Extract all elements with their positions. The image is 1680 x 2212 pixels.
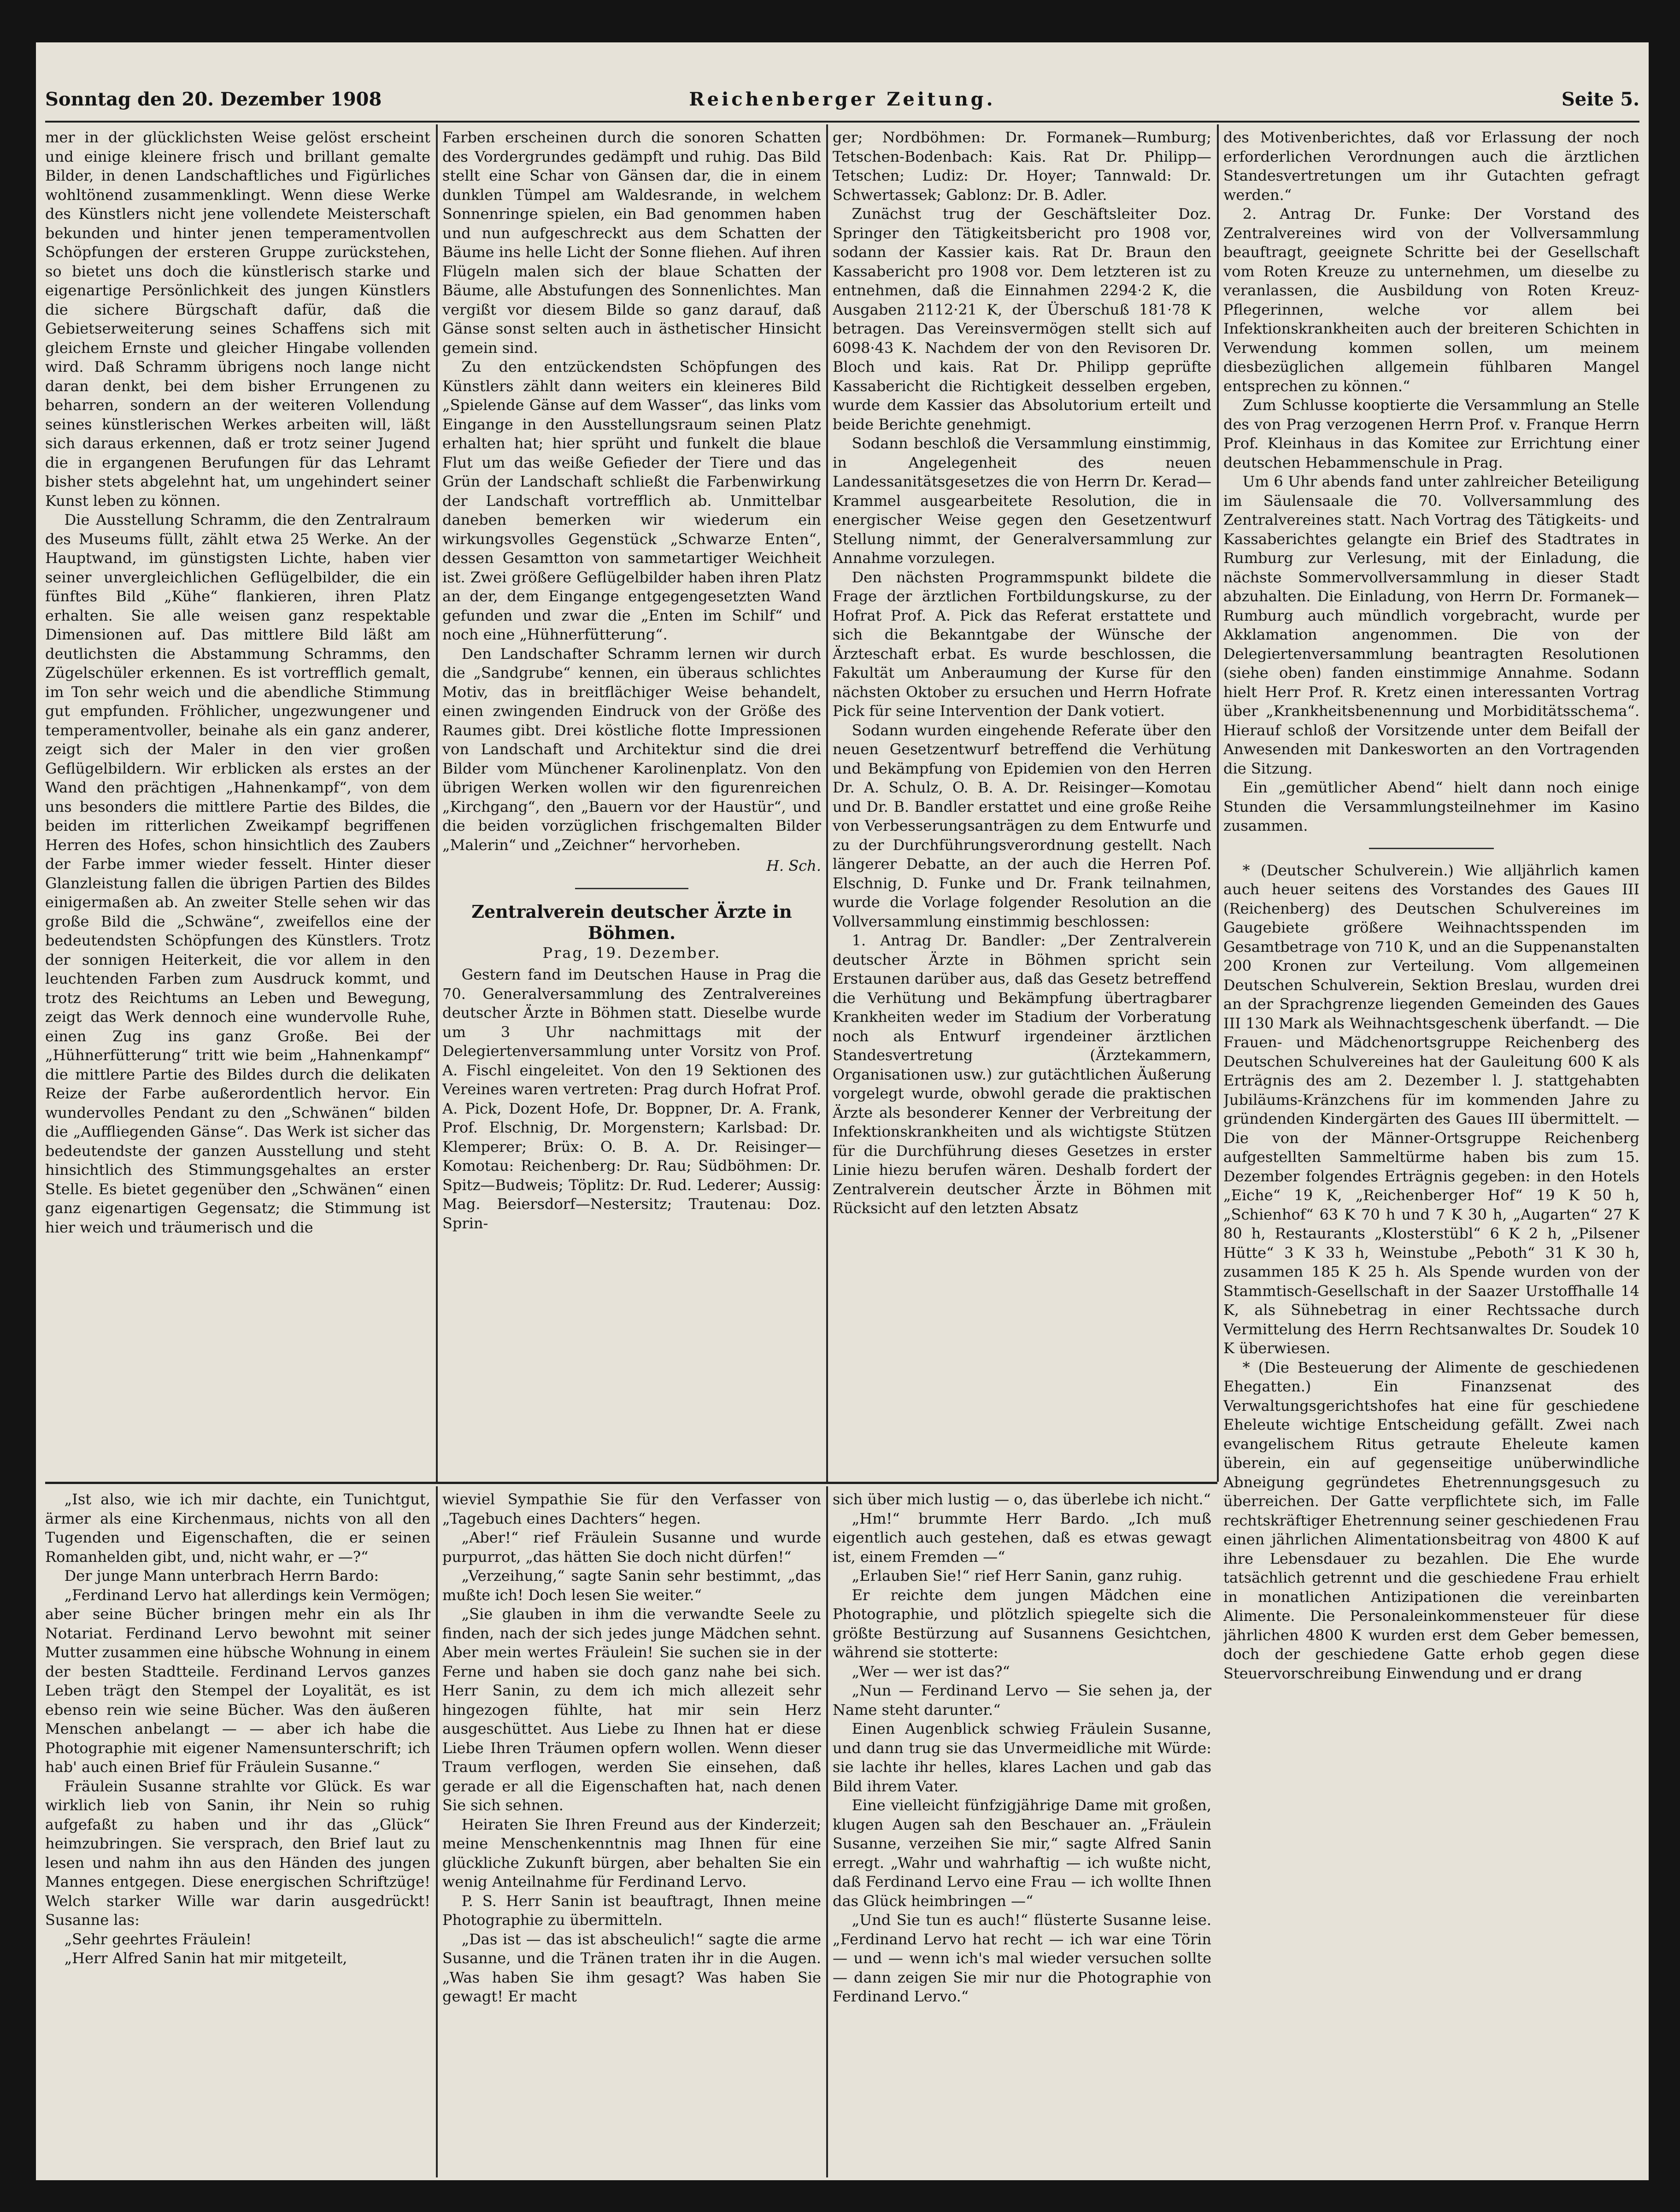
- paragraph: Einen Augenblick schwieg Fräulein Susanne, und dann trug sie das Unvermeidliche mit Würde: sie lachte ihr helles, klares Lachen und gab das Bild ihrem Vater.: [833, 1720, 1211, 1795]
- paragraph: „Erlauben Sie!“ rief Herr Sanin, ganz ruhig.: [852, 1567, 1182, 1584]
- paragraph: mer in der glücklichsten Weise gelöst erscheint und einige kleinere frisch und brillant gemalte Bilder, in denen Landschaftliches und Figürliches wohltönend zusammenklingt. Wenn diese Werke des Künstlers nicht jene vollendete Meisterschaft bekunden und hinter jenen temperamentvollen Schöpfungen der ersteren Gruppe zurückstehen, so bietet uns doch die künstlerisch starke und eigenartige Persönlichkeit des jungen Künstlers die sichere Bürgschaft dafür, daß die Gebietserweiterung seines Schaffens sich mit gleichem Ernste und gleicher Hingabe vollenden wird. Daß Schramm übrigens noch lange nicht daran denkt, bei dem bisher Errungenen zu beharren, sondern an der weiteren Vollendung seines künstlerischen Werkes arbeiten will, läßt sich daraus erkennen, daß er trotz seiner Jugend die in ergangenen Berufungen für das Lehramt bisher stets abgelehnt hat, um ungehindert seiner Kunst leben zu können.: [45, 129, 430, 510]
- paragraph: sich über mich lustig — o, das überlebe ich nicht.“: [833, 1490, 1211, 1508]
- column-4: [1223, 128, 1639, 2169]
- column-3: [833, 128, 1211, 1478]
- column-rule: [1217, 124, 1219, 1482]
- section-divider: [575, 888, 689, 889]
- feuilleton-rule: [45, 1482, 1217, 1484]
- news-item: * (Die Besteuerung der Alimente de geschiedenen Ehegatten.) Ein Finanzsenat des Verwaltungsgerichtshofes hat eine für geschiedene Eheleute wichtige Entscheidung gefällt. Zwei nach evangelischem Ritus getraute Eheleute kamen überein, ein auf gegenseitige unüberwindliche Abneigung gegründetes Ehetrennungsgesuch zu überreichen. Der Gatte verpflichtete sich, im Falle rechtskräftiger Ehetrennung seiner geschiedenen Frau einen jährlichen Alimentationsbeitrag von 4800 K auf ihre Lebensdauer zu bezahlen. Die Ehe wurde tatsächlich getrennt und die geschiedene Frau erhielt in monatlichen Antizipationen die vereinbarten Alimente. Die Personaleinkommensteuer für diese jährlichen 4800 K wurden erst dem Geber bemessen, doch der geschiedene Gatte erhob gegen diese Steuervorschreibung Einwendung und er drang: [1223, 1358, 1639, 1682]
- paragraph: „Sehr geehrtes Fräulein!: [64, 1930, 252, 1948]
- paragraph: „Aber!“ rief Fräulein Susanne und wurde purpurrot, „das hätten Sie doch nicht dürfen!“: [442, 1529, 821, 1566]
- paragraph: Der junge Mann unterbrach Herrn Bardo:: [64, 1567, 379, 1584]
- paragraph: Gestern fand im Deutschen Hause in Prag die 70. Generalversammlung des Zentralvereines deutscher Ärzte in Böhmen statt. Dieselbe wurde um 3 Uhr nachmittags mit der Delegiertenversammlung unter Vorsitz von Prof. A. Fischl eingeleitet. Von den 19 Sektionen des Vereines waren vertreten: Prag durch Hofrat Prof. A. Pick, Dozent Hofe, Dr. Boppner, Dr. A. Frank, Prof. Elschnig, Dr. Morgenstern; Karlsbad: Dr. Klemperer; Brüx: O. B. A. Dr. Reisinger—Komotau: Reichenberg: Dr. Rau; Südböhmen: Dr. Spitz—Budweis; Töplitz: Dr. Rud. Lederer; Aussig: Mag. Beiersdorf—Nestersitz; Trautenau: Doz. Sprin-: [442, 966, 821, 1232]
- paragraph: des Motivenberichtes, daß vor Erlassung der noch erforderlichen Verordnungen auch die ärztlichen Standesvertretungen um ihr Gutachten gefragt werden.“: [1223, 129, 1639, 204]
- header-page-number: Seite 5.: [1561, 88, 1639, 110]
- paragraph: Zunächst trug der Geschäftsleiter Doz. Springer den Tätigkeitsbericht pro 1908 vor, sodann der Kassier kais. Rat Dr. Braun den Kassabericht pro 1908 vor. Dem letzteren ist zu entnehmen, daß die Einnahmen 2294·2 K, die Ausgaben 2112·21 K, der Überschuß 181·78 K betragen. Das Vereinsvermögen stellt sich auf 6098·43 K. Nachdem der von den Revisoren Dr. Bloch und kais. Rat Dr. Philipp geprüfte Kassabericht die Richtigkeit desselben ergeben, wurde dem Kassier das Absolutorium erteilt und beide Berichte genehmigt.: [833, 205, 1211, 433]
- paragraph: Zu den entzückendsten Schöpfungen des Künstlers zählt dann weiters ein kleineres Bild „Spielende Gänse auf dem Wasser“, das links vom Eingange in den Ausstellungsraum seinen Platz erhalten hat; hier sprüht und funkelt die blaue Flut um das weiße Gefieder der Tiere und das Grün der Landschaft schließt die Farbenwirkung der Landschaft vortrefflich ab. Unmittelbar daneben bemerken wir wiederum ein wirkungsvolles Gegenstück „Schwarze Enten“, dessen Gesamtton von sammetartiger Weichheit ist. Zwei größere Geflügelbilder haben ihren Platz an der, dem Eingange entgegengesetzten Wand gefunden und zwar die „Enten im Schilf“ und noch eine „Hühnerfütterung“.: [442, 358, 821, 643]
- section-divider: [1369, 848, 1494, 849]
- paragraph: 2. Antrag Dr. Funke: Der Vorstand des Zentralvereines wird von der Vollversammlung beauftragt, geeignete Schritte bei der Gesellschaft vom Roten Kreuze zu unternehmen, um dieselbe zu veranlassen, die Ausbildung von Roten Kreuz-Pflegerinnen, welche vor allem bei Infektionskrankheiten auch der breiteren Schichten in Verwendung kommen sollen, um meinem diesbezüglichen allgemein fühlbaren Mangel entsprechen zu können.“: [1223, 205, 1639, 395]
- paragraph: P. S. Herr Sanin ist beauftragt, Ihnen meine Photographie zu übermitteln.: [442, 1892, 821, 1929]
- header-newspaper-title: Reichenberger Zeitung.: [689, 88, 996, 110]
- paragraph: „Das ist — das ist abscheulich!“ sagte die arme Susanne, und die Tränen traten ihr in die Augen. „Was haben Sie ihm gesagt? Was haben Sie gewagt! Er macht: [442, 1930, 821, 2005]
- feuilleton-column-1: [45, 1490, 430, 2172]
- paragraph: „Hm!“ brummte Herr Bardo. „Ich muß eigentlich auch gestehen, daß es etwas gewagt ist, einem Fremden —“: [833, 1509, 1211, 1566]
- paragraph: Zum Schlusse kooptierte die Versammlung an Stelle des von Prag verzogenen Herrn Prof. v. Franque Herrn Prof. Kleinhaus in das Komitee zur Errichtung einer deutschen Hebammenschule in Prag.: [1223, 396, 1639, 471]
- paragraph: Fräulein Susanne strahlte vor Glück. Es war wirklich lieb von Sanin, ihr Nein so ruhig aufgefaßt zu haben und ihr das „Glück“ heimzubringen. Sie versprach, den Brief laut zu lesen und nahm ihn aus den Händen des jungen Mannes entgegen. Diese energischen Schriftzüge! Welch starker Wille war darin ausgedrückt! Susanne las:: [45, 1777, 430, 1929]
- column-rule: [436, 124, 438, 1482]
- paragraph: 1. Antrag Dr. Bandler: „Der Zentralverein deutscher Ärzte in Böhmen spricht sein Erstaunen darüber aus, daß das Gesetz betreffend die Verhütung und Bekämpfung übertragbarer Krankheiten weder im Stadium der Vorberatung noch als Entwurf irgendeiner ärztlichen Standesvertretung (Ärztekammern, Organisationen usw.) zur gutächtlichen Äußerung vorgelegt wurde, obwohl gerade die praktischen Ärzte als besonderer Kenner der Verbreitung der Infektionskrankheiten und als wichtigste Stützen für die Durchführung dieses Gesetzes in erster Linie hiezu berufen wären. Deshalb fordert der Zentralverein deutscher Ärzte in Böhmen mit Rücksicht auf den letzten Absatz: [833, 932, 1211, 1217]
- news-item: * (Deutscher Schulverein.) Wie alljährlich kamen auch heuer seitens des Vorstandes des Gaues III (Reichenberg) des Deutschen Schulvereines im Gaugebiete größere Weihnachtsspenden im Gesamtbetrage von 710 K, und an die Suppenanstalten 200 Kronen zur Verteilung. Vom allgemeinen Deutschen Schulverein, Sektion Breslau, wurden drei an der Sprachgrenze liegenden Gemeinden des Gaues III 130 Mark als Weihnachtsgeschenk überfandt. — Die Frauen- und Mädchenortsgruppe Reichenberg des Deutschen Schulvereines hat der Gauleitung 600 K als Erträgnis des am 2. Dezember l. J. stattgehabten Jubiläums-Kränzchens für im kommenden Jahre zu gründenden Kindergärten des Gaues III übermittelt. — Die von der Männer-Ortsgruppe Reichenberg aufgestellten Sammeltürme haben bis zum 15. Dezember folgendes Erträgnis gegeben: in den Hotels „Eiche“ 19 K, „Reichenberger Hof“ 19 K 50 h, „Schienhof“ 63 K 70 h und 7 K 30 h, „Augarten“ 27 K 80 h, Restaurants „Klosterstübl“ 6 K 2 h, „Pilsener Hütte“ 3 K 33 h, Weinstube „Peboth“ 31 K 30 h, zusammen 185 K 25 h. Als Spende wurden von der Stammtisch-Gesellschaft in der Saazer Urstoffhalle 14 K, als Sühnebetrag in einer Rechtssache durch Vermittelung des Herrn Rechtsanwaltes Dr. Soudek 10 K überwiesen.: [1223, 861, 1639, 1357]
- column-rule: [826, 1486, 828, 2177]
- paragraph: „Sie glauben in ihm die verwandte Seele zu finden, nach der sich jedes junge Mädchen sehnt. Aber mein wertes Fräulein! Sie suchen sie in der Ferne und haben sie doch ganz nahe bei sich. Herr Sanin, zu dem ich mich allezeit sehr hingezogen fühlte, hat mir sein Herz ausgeschüttet. Aus Liebe zu Ihnen hat er diese Liebe Ihren Träumen opfern wollen. Wenn dieser Traum verflogen, werden Sie einsehen, daß gerade er all die Eigenschaften hat, nach denen Sie sich sehnen.: [442, 1605, 821, 1814]
- header-date: Sonntag den 20. Dezember 1908: [45, 88, 382, 110]
- paragraph: Er reichte dem jungen Mädchen eine Photographie, und plötzlich spiegelte sich die größte Bestürzung auf Susannens Gesichtchen, während sie stotterte:: [833, 1586, 1211, 1661]
- paragraph: Sodann beschloß die Versammlung einstimmig, in Angelegenheit des neuen Landessanitätsgesetzes die von Herrn Dr. Kerad—Krammel ausgearbeitete Resolution, die in energischer Weise gegen den Gesetzentwurf Stellung nimmt, der Generalversammlung zur Annahme vorzulegen.: [833, 434, 1211, 567]
- paragraph: Eine vielleicht fünfzigjährige Dame mit großen, klugen Augen sah den Beschauer an. „Fräulein Susanne, verzeihen Sie mir,“ sagte Alfred Sanin erregt. „Wahr und wahrhaftig — ich wußte nicht, daß Ferdinand Lervo eine Frau — ich wollte Ihnen das Glück heimbringen —“: [833, 1796, 1211, 1910]
- paragraph: „Wer — wer ist das?“: [852, 1662, 1010, 1680]
- page-header: [45, 88, 1639, 125]
- paragraph: „Ferdinand Lervo hat allerdings kein Vermögen; aber seine Bücher bringen mehr ein als Ihr Notariat. Ferdinand Lervo bewohnt mit seiner Mutter zusammen eine hübsche Wohnung in einem der besten Stadtteile. Ferdinand Lervos ganzes Leben trägt den Stempel der Loyalität, es ist ebenso rein wie seine Bücher. Was den äußeren Menschen anbelangt — — aber ich habe die Photographie mit eigener Namensunterschrift; ich hab' auch einen Brief für Fräulein Susanne.“: [45, 1586, 430, 1776]
- column-rule: [436, 1486, 438, 2177]
- paragraph: „Und Sie tun es auch!“ flüsterte Susanne leise. „Ferdinand Lervo hat recht — ich war eine Törin — und — wenn ich's mal wieder versuchen sollte — dann zeigen Sie mir nur die Photographie von Ferdinand Lervo.“: [833, 1911, 1211, 2005]
- feuilleton-column-3: [833, 1490, 1211, 2172]
- article-headline: Zentralverein deutscher Ärzte in Böhmen.: [471, 901, 792, 943]
- paragraph: Um 6 Uhr abends fand unter zahlreicher Beteiligung im Säulensaale die 70. Vollversammlung des Zentralvereines statt. Nach Vortrag des Tätigkeits- und Kassaberichtes gelangte ein Brief des Stadtrates in Rumburg zur Verlesung, mit der Einladung, die nächste Sommervollversammlung in dieser Stadt abzuhalten. Die Einladung, von Herrn Dr. Formanek—Rumburg auch mündlich vorgebracht, wurde per Akklamation angenommen. Die von der Delegiertenversammlung beantragten Resolutionen (siehe oben) fanden einstimmige Annahme. Sodann hielt Herr Prof. R. Kretz einen interessanten Vortrag über „Krankheitsbenennung und Morbiditätsschema“. Hierauf schloß der Vorsitzende unter dem Beifall der Anwesenden mit Dankesworten an den Vortragenden die Sitzung.: [1223, 473, 1639, 777]
- paragraph: ger; Nordböhmen: Dr. Formanek—Rumburg; Tetschen-Bodenbach: Kais. Rat Dr. Philipp—Tetschen; Ludiz: Dr. Hoyer; Tannwald: Dr. Schwertassek; Gablonz: Dr. B. Adler.: [833, 129, 1211, 204]
- paragraph: Den Landschafter Schramm lernen wir durch die „Sandgrube“ kennen, ein überaus schlichtes Motiv, das in breitflächiger Weise behandelt, einen zwingenden Eindruck von der Größe des Raumes gibt. Drei köstliche flotte Impressionen von Landschaft und Architektur sind die drei Bilder vom Münchener Karolinenplatz. Von den übrigen Werken wollen wir den figurenreichen „Kirchgang“, den „Bauern vor der Haustür“, und die beiden vorzüglichen frischgemalten Bilder „Malerin“ und „Zeichner“ hervorheben.: [442, 645, 821, 854]
- header-rule: [45, 121, 1639, 123]
- paragraph: Die Ausstellung Schramm, die den Zentralraum des Museums füllt, zählt etwa 25 Werke. An der Hauptwand, im günstigsten Lichte, haben vier seiner unvergleichlichen Geflügelbilder, die ein fünftes Bild „Kühe“ flankieren, ihren Platz erhalten. Sie alle weisen ganz respektable Dimensionen auf. Das mittlere Bild läßt am deutlichsten die Abstammung Schramms, den Zügelschüler erkennen. Es ist vortrefflich gemalt, im Ton sehr weich und die abendliche Stimmung gut empfunden. Fröhlicher, ungezwungener und temperamentvoller, beinahe als ein ganz anderer, zeigt sich der Maler in den vier großen Geflügelbildern. Wir erblicken als erstes an der Wand den prächtigen „Hahnenkampf“, von dem uns besonders die mittlere Partie des Bildes, die beiden im ritterlichen Zweikampf begriffenen Herren des Hofes, schon hinsichtlich des Zaubers der Farbe immer wieder fesselt. Hinter dieser Glanzleistung fallen die übrigen Partien des Bildes einigermaßen ab. An zweiter Stelle sehen wir das große Bild die „Schwäne“, zweifellos eine der bedeutendsten Schöpfungen des Künstlers. Trotz der sonnigen Heiterkeit, die vor allem in den leuchtenden Farben zum Ausdruck kommt, und trotz des Reichtums an Leben und Bewegung, zeigt das Werk dennoch eine wundervolle Ruhe, einen Zug ins ganz Große. Bei der „Hühnerfütterung“ tritt wie beim „Hahnenkampf“ die mittlere Partie des Bildes durch die delikaten Reize der Farbe außerordentlich hervor. Ein wundervolles Pendant zu den „Schwänen“ bilden die „Auffliegenden Gänse“. Das Werk ist sicher das bedeutendste der ganzen Ausstellung und steht hinsichtlich des Stimmungsgehaltes an erster Stelle. Es bietet gegenüber den „Schwänen“ einen ganz eigenartigen Gegensatz; die Stimmung ist hier weich und träumerisch und die: [45, 511, 430, 1236]
- paragraph: „Verzeihung,“ sagte Sanin sehr bestimmt, „das mußte ich! Doch lesen Sie weiter.“: [442, 1567, 821, 1604]
- column-1: [45, 128, 430, 1478]
- article-dateline: Prag, 19. Dezember.: [542, 944, 721, 962]
- paragraph: Ein „gemütlicher Abend“ hielt dann noch einige Stunden die Versammlungsteilnehmer im Kasino zusammen.: [1223, 779, 1639, 834]
- column-rule: [826, 124, 828, 1482]
- paragraph: Heiraten Sie Ihren Freund aus der Kinderzeit; meine Menschenkenntnis mag Ihnen für eine glückliche Zukunft bürgen, aber behalten Sie ein wenig Anteilnahme für Ferdinand Lervo.: [442, 1815, 821, 1890]
- paragraph: „Herr Alfred Sanin hat mir mitgeteilt,: [64, 1949, 347, 1967]
- newspaper-page: [36, 42, 1649, 2180]
- paragraph: „Ist also, wie ich mir dachte, ein Tunichtgut, ärmer als eine Kirchenmaus, nichts von all den Tugenden und Eigenschaften, die er seinen Romanhelden gibt, und, nicht wahr, er —?“: [45, 1490, 430, 1566]
- paragraph: „Nun — Ferdinand Lervo — Sie sehen ja, der Name steht darunter.“: [833, 1682, 1211, 1719]
- paragraph: Farben erscheinen durch die sonoren Schatten des Vordergrundes gedämpft und ruhig. Das Bild stellt eine Schar von Gänsen dar, die in einem dunklen Tümpel am Waldesrande, in welchem Sonnenringe spielen, ein Bad genommen haben und nun aufgeschreckt aus dem Schatten der Bäume ins helle Licht der Sonne fliehen. Auf ihren Flügeln malen sich der blaue Schatten der Bäume, alle Abstufungen des Sonnenlichtes. Man vergißt vor diesem Bilde so ganz darauf, daß Gänse sonst selten auch in ästhetischer Hinsicht gemein sind.: [442, 129, 821, 357]
- paragraph: Den nächsten Programmspunkt bildete die Frage der ärztlichen Fortbildungskurse, zu der Hofrat Prof. A. Pick das Referat erstattete und sich die Bekanntgabe der Wünsche der Ärzteschaft erbat. Es wurde beschlossen, die Fakultät um Anberaumung der Kurse für den nächsten Oktober zu ersuchen und Herrn Hofrate Pick für seine Intervention der Dank votiert.: [833, 568, 1211, 720]
- article-signature: H. Sch.: [766, 857, 821, 874]
- paragraph: wieviel Sympathie Sie für den Verfasser von „Tagebuch eines Dachters“ hegen.: [442, 1490, 821, 1527]
- feuilleton-column-2: [442, 1490, 821, 2172]
- paragraph: Sodann wurden eingehende Referate über den neuen Gesetzentwurf betreffend die Verhütung und Bekämpfung von Epidemien von den Herren Dr. A. Schulz, O. B. A. Dr. Reisinger—Komotau und Dr. B. Bandler erstattet und eine große Reihe von Verbesserungsanträgen zu dem Entwurfe und zu der Durchführungsverordnung gestellt. Nach längerer Debatte, an der auch die Herren Pof. Elschnig, D. Funke und Dr. Frank teilnahmen, wurde die Vorlage folgender Resolution an die Vollversammlung einstimmig beschlossen:: [833, 721, 1211, 930]
- column-2: [442, 128, 821, 1478]
